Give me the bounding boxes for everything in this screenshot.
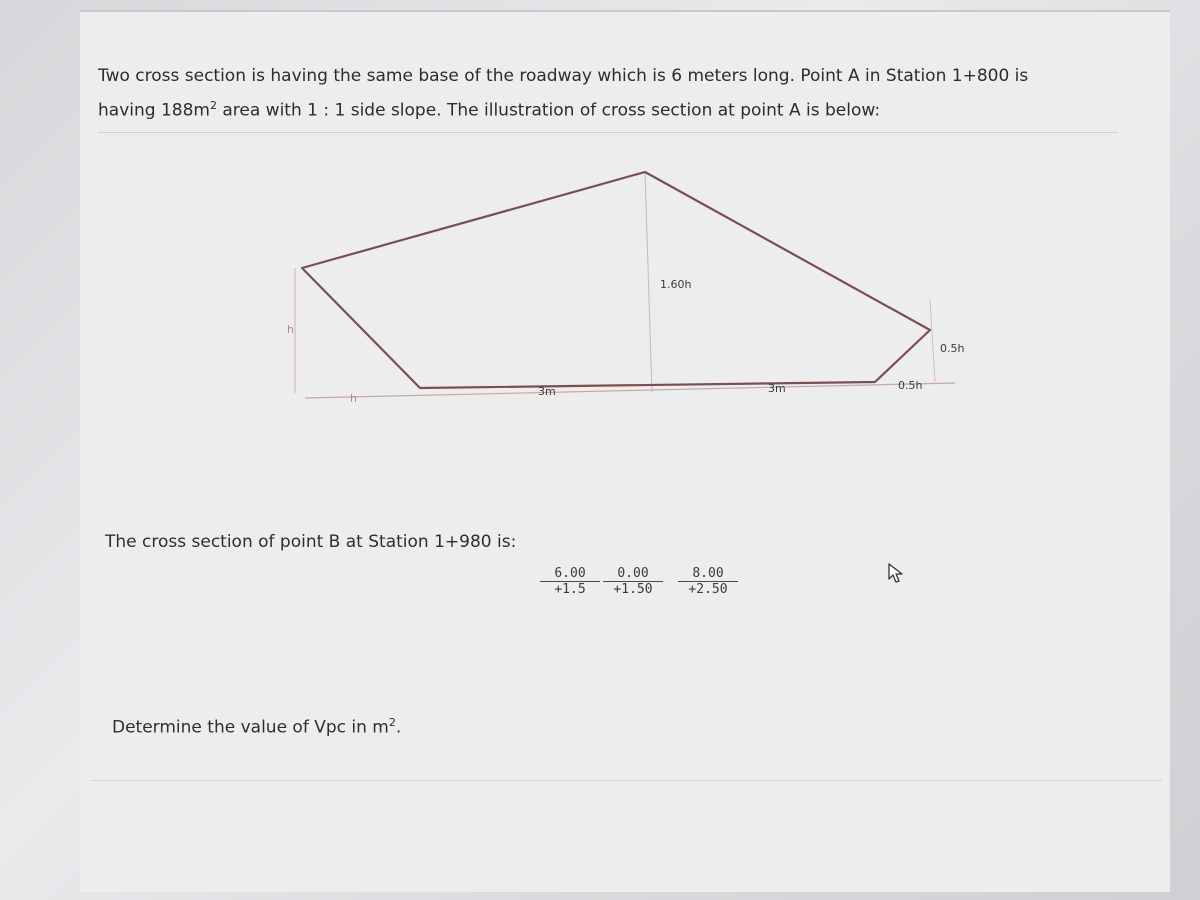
station-column-1 bbox=[540, 566, 600, 598]
question-post: . bbox=[395, 717, 402, 738]
question-superscript: 2 bbox=[388, 716, 396, 729]
area-superscript: 2 bbox=[209, 99, 217, 112]
station-col-1-bottom: +1.5 bbox=[554, 582, 586, 597]
label-center-height: 1.60h bbox=[660, 278, 692, 291]
station-col-3-top: 8.00 bbox=[678, 566, 738, 582]
label-left-height: h bbox=[287, 323, 294, 336]
station-col-3-bottom: +2.50 bbox=[688, 582, 728, 597]
label-left-bottom: h bbox=[350, 392, 357, 405]
question-text bbox=[112, 716, 401, 738]
station-column-3 bbox=[678, 566, 738, 598]
station-col-1-top: 6.00 bbox=[540, 566, 600, 582]
right-height-guide bbox=[930, 300, 935, 382]
label-base-right: 3m bbox=[768, 382, 786, 395]
mouse-pointer-icon bbox=[886, 562, 908, 584]
station-column-2 bbox=[603, 566, 663, 598]
section-b-title: The cross section of point B at Station 1+980 is: bbox=[105, 532, 517, 552]
station-col-2-top: 0.00 bbox=[603, 566, 663, 582]
problem-line-2-pre: having 188m bbox=[98, 100, 210, 121]
label-base-left: 3m bbox=[538, 385, 556, 398]
question-pre: Determine the value of Vpc in m bbox=[112, 717, 389, 738]
label-right-bottom: 0.5h bbox=[898, 379, 923, 392]
problem-line-2-post: area with 1 : 1 side slope. The illustration of cross section at point A is below: bbox=[216, 100, 881, 121]
label-right-vertical: 0.5h bbox=[940, 342, 965, 355]
center-height-line bbox=[645, 172, 652, 392]
station-col-2-bottom: +1.50 bbox=[613, 582, 653, 597]
answer-area[interactable] bbox=[92, 780, 1162, 891]
problem-line-1: Two cross section is having the same base of the roadway which is 6 meters long. Point A in Station 1+800 is bbox=[98, 66, 1029, 86]
cross-section-outline bbox=[302, 172, 930, 388]
